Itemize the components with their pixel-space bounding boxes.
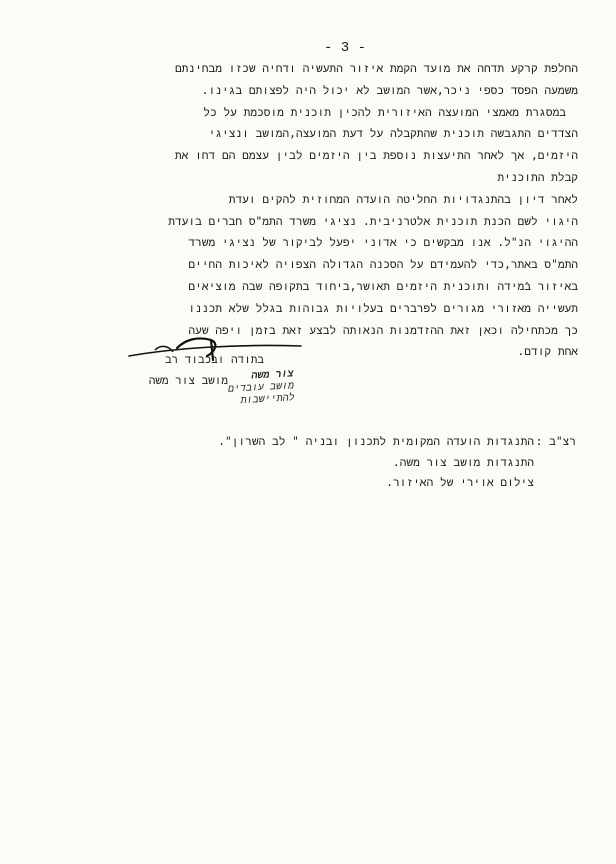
body-line: אחת קודם. [517,345,578,359]
sender-name: מושב צור משה [148,374,228,387]
enclosure-item [218,432,576,453]
body-line: החלפת קרקע תדחה את מועד הקמת איזור התעשיה ודחיה שכזו מבחינתם [174,62,578,75]
body-line: היזמים, אך לאחר התיעצות נוספת בין היזמים לבין עצמם הם דחו את [174,149,578,163]
body-line: תעשייה מאזורי מגורים לפרברים בעלויות גבוהות בגלל שלא תכננו [188,301,578,315]
body-line: במסגרת מאמצי המועצה האיזורית להכין תוכנית מוסכמת על כל [203,105,566,119]
closing-line: בתודה ובכבוד רב [164,353,264,366]
body-line: באיזור בֿמידה ותוכנית היזמים תאושר,ביחוד בתקופה שבה מוציאים [188,279,578,293]
stamp-line: להתיישבות [240,392,295,407]
body-line: ההיגוי הנ"ל. אנו מבקשים כי אדוני יפעל לביקור של נציגי משרד [188,236,578,250]
enclosure-item: התנגדות מושב צור משה. [392,455,534,469]
body-line: היגוי לשם הכנת תוכנית אלטרניבית. נציגי משרד התמ"ס חברים בועדת [168,214,578,228]
body-line: לאחר דיון בהתנגדויות החליטה הועדה המחוזית להקים ועדת [228,192,578,206]
enclosure-text: התנגדות הועדה המקומית לתכנון ובניה " לב השרון". [218,435,534,448]
stamp-line: צור משה [251,368,294,382]
body-line: קבלת התוכנית [497,170,578,184]
stamp-line: מושב עובדים [227,380,295,395]
enclosures-label: רצ"ב : [535,435,576,448]
page-number: - 3 - [323,40,366,56]
letter-body [58,58,578,363]
body-line: הצדדים התגבשה תוכנית שהתקבלה על דעת המועצה,המושב ונציגי [208,127,578,141]
body-line: כך מכתחילה וכאן זאת ההזדמנות הנאותה לבצע זאת בזמן ויפה שעה [188,323,578,337]
enclosures-list [218,432,576,494]
body-line: משמעה הפסד כספי ניכר,אשר המושב לא יכול היה לפצותם בגינו. [201,83,578,97]
body-line: התמ"ס באתר,כדי להעמידם על הסכנה הגדולה הצפויה לאיכות החיים [188,258,578,272]
enclosure-item: צילום אוירי של האיזור. [386,476,534,489]
rubber-stamp [227,368,295,407]
